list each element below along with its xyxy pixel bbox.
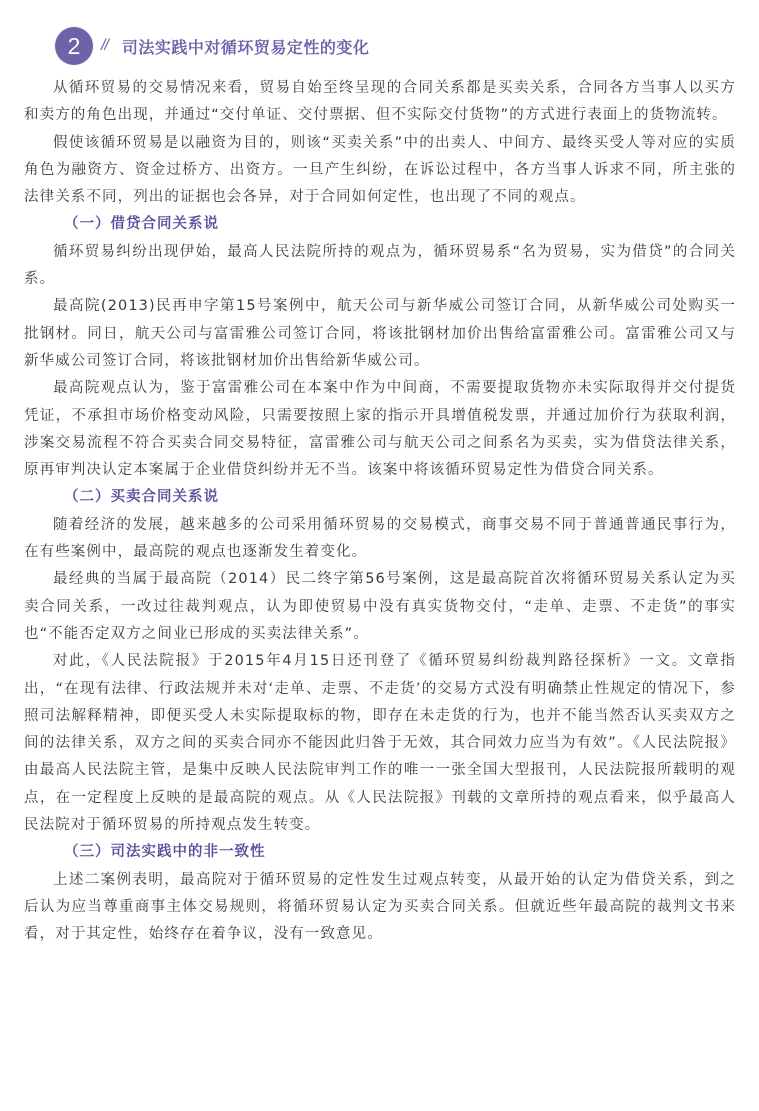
paragraph-7: 最经典的当属于最高院（2014）民二终字第56号案例，这是最高院首次将循环贸易关系认定为买卖合同关系，一改过往裁判观点，认为即使贸易中没有真实货物交付，“走单、走票、不走货”的事实也“不能否定双方之间业已形成的买卖法律关系”。 (24, 571, 736, 642)
article-body (24, 75, 736, 949)
double-slash-decoration: // (101, 37, 108, 54)
subheading-loan-theory: （一）借贷合同关系说 (64, 216, 219, 233)
paragraph-1: 从循环贸易的交易情况来看，贸易自始至终呈现的合同关系都是买卖关系，合同各方当事人以买方和卖方的角色出现，并通过“交付单证、交付票据、但不实际交付货物”的方式进行表面上的货物流转。 (24, 80, 736, 124)
paragraph-4: 最高院(2013)民再申字第15号案例中，航天公司与新华威公司签订合同，从新华威公司处购买一批钢材。同日，航天公司与富雷雅公司签订合同，将该批钢材加价出售给富雷雅公司。富雷雅公司又与新华威公司签订合同，将该批钢材加价出售给新华威公司。 (24, 298, 736, 369)
section-title: 司法实践中对循环贸易定性的变化 (121, 37, 370, 57)
paragraph-5: 最高院观点认为，鉴于富雷雅公司在本案中作为中间商，不需要提取货物亦未实际取得并交付提货凭证，不承担市场价格变动风险，只需要按照上家的指示开具增值税发票，并通过加价行为获取利润，涉案交易流程不符合买卖合同交易特征，富雷雅公司与航天公司之间系名为买卖，实为借贷法律关系，原再审判决认定本案属于企业借贷纠纷并无不当。该案中将该循环贸易定性为借贷合同关系。 (24, 380, 736, 479)
paragraph-2: 假使该循环贸易是以融资为目的，则该“买卖关系”中的出卖人、中间方、最终买受人等对应的实质角色为融资方、资金过桥方、出资方。一旦产生纠纷，在诉讼过程中，各方当事人诉求不同，所主张的法律关系不同，列出的证据也会各异，对于合同如何定性，也出现了不同的观点。 (24, 134, 736, 206)
section-header (55, 26, 369, 66)
paragraph-8: 对此，《人民法院报》于2015年4月15日还刊登了《循环贸易纠纷裁判路径探析》一文。文章指出，“在现有法律、行政法规并未对‘走单、走票、不走货’的交易方式没有明确禁止性规定的情况下，参照司法解释精神，即便买受人未实际提取标的物，即存在未走货的行为，也并不能当然否认买卖双方之间的法律关系，双方之间的买卖合同亦不能因此归咎于无效，其合同效力应当为有效”。《人民法院报》由最高人民法院主管，是集中反映人民法院审判工作的唯一一张全国大型报刊，人民法院报所载明的观点，在一定程度上反映的是最高院的观点。从《人民法院报》刊载的文章所持的观点看来，似乎最高人民法院对于循环贸易的所持观点发生转变。 (24, 653, 736, 834)
subheading-inconsistency: （三）司法实践中的非一致性 (64, 844, 266, 861)
paragraph-3: 循环贸易纠纷出现伊始，最高人民法院所持的观点为，循环贸易系“名为贸易，实为借贷”的合同关系。 (24, 243, 736, 288)
section-number-badge: 2 (55, 27, 93, 65)
paragraph-6: 随着经济的发展，越来越多的公司采用循环贸易的交易模式，商事交易不同于普通普通民事行为，在有些案例中，最高院的观点也逐渐发生着变化。 (24, 516, 736, 561)
subheading-sales-theory: （二）买卖合同关系说 (64, 489, 219, 506)
paragraph-9: 上述二案例表明，最高院对于循环贸易的定性发生过观点转变，从最开始的认定为借贷关系，到之后认为应当尊重商事主体交易规则，将循环贸易认定为买卖合同关系。但就近些年最高院的裁判文书来看，对于其定性，始终存在着争议，没有一致意见。 (24, 871, 736, 943)
